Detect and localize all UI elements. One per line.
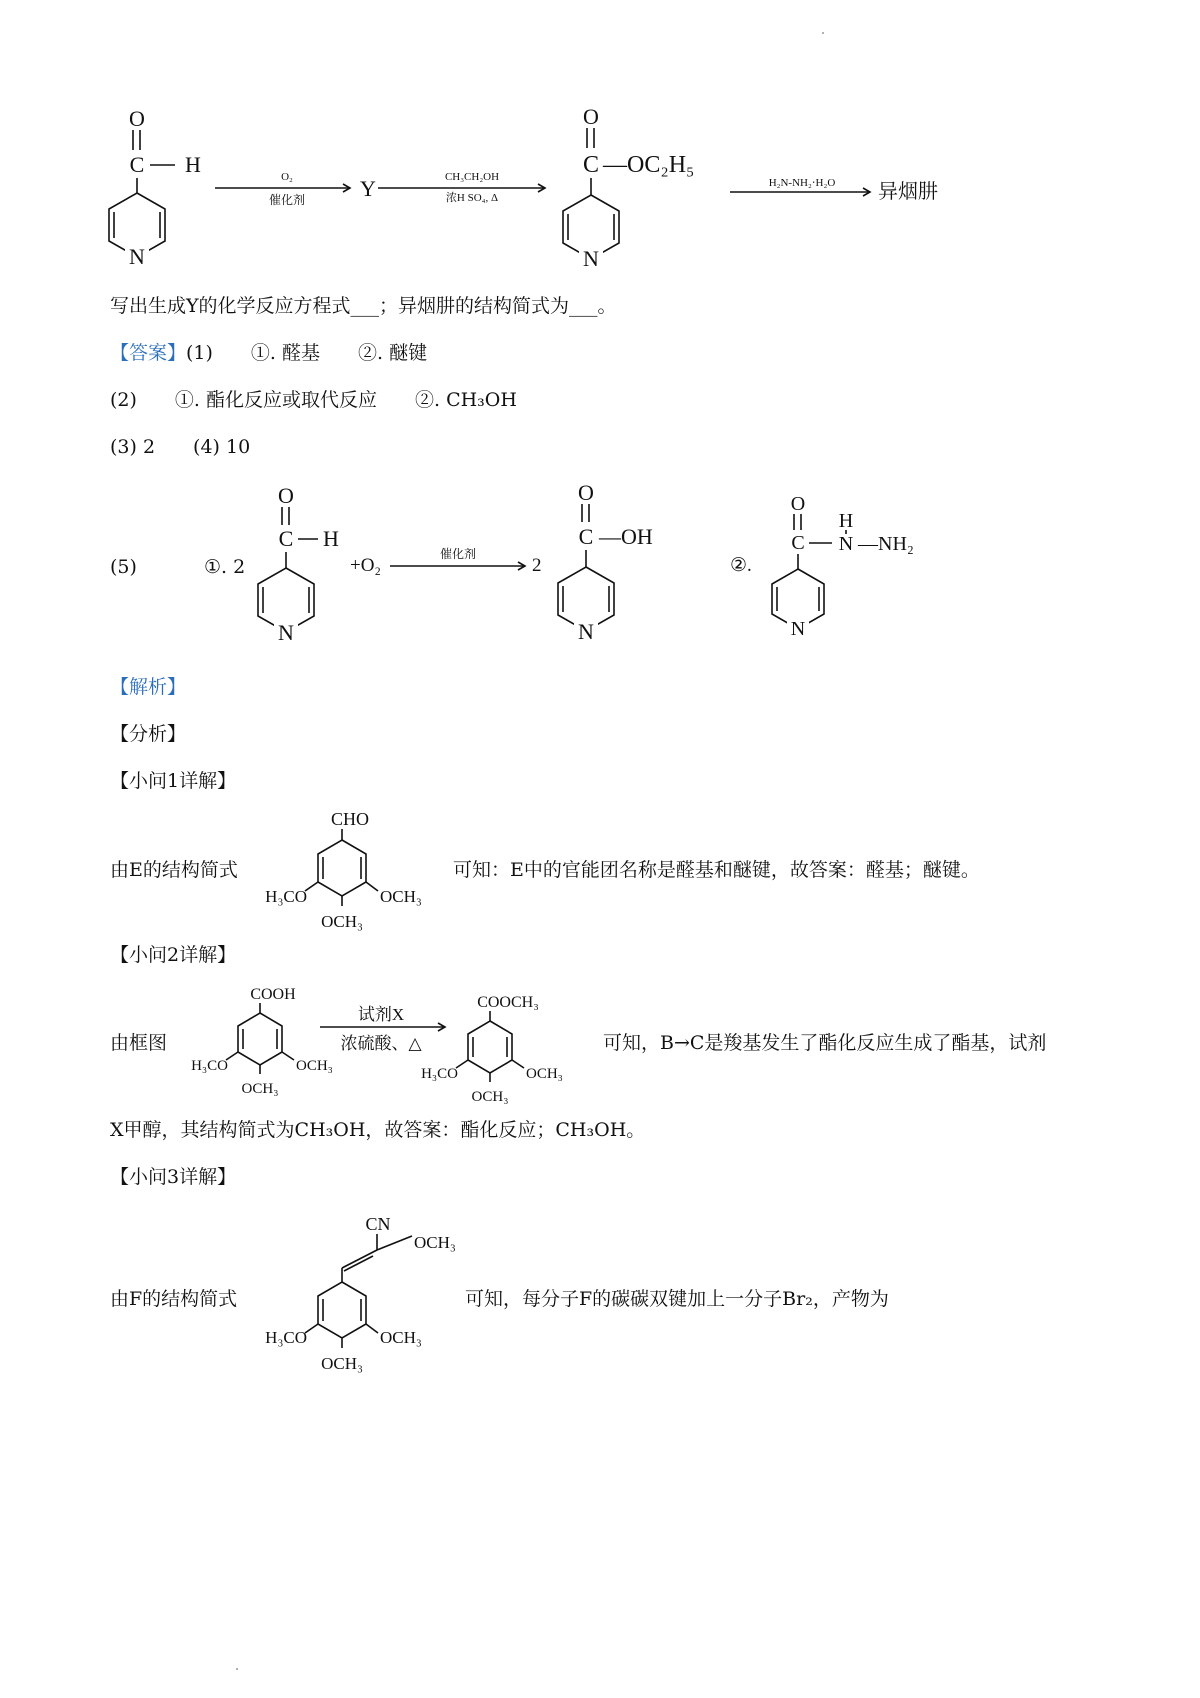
- atom-h: H: [185, 152, 201, 177]
- svg-text:OCH₃: OCH₃: [321, 1354, 363, 1373]
- svg-text:—OC₂H₅: —OC₂H₅: [603, 152, 695, 178]
- product-isoniazid: 异烟肼: [878, 181, 938, 203]
- arrow-oxidation: [215, 171, 350, 207]
- answer-isoniazid: [772, 493, 914, 640]
- analysis-fenxi: 【分析】: [110, 723, 187, 745]
- analysis-label: 【解析】: [110, 676, 187, 698]
- svg-text:催化剂: 催化剂: [439, 547, 477, 561]
- answer-label: 【答案】: [110, 342, 187, 364]
- top-reaction-scheme: [0, 0, 1200, 300]
- svg-text:COOCH₃: COOCH₃: [477, 994, 539, 1011]
- answer-5-equation: [0, 470, 1200, 670]
- answer-2: (2) ①. 酯化反应或取代反应 ②. CH₃OH: [110, 389, 517, 411]
- svg-text:C: C: [582, 152, 600, 178]
- answer-5-number: (5): [110, 556, 137, 578]
- svg-text:H₃CO: H₃CO: [265, 1328, 307, 1347]
- atom-o: O: [129, 106, 145, 131]
- arrow-reagent-x: [320, 1005, 445, 1053]
- q3-pre: 由F的结构简式: [110, 1288, 238, 1310]
- svg-text:H₃CO: H₃CO: [265, 887, 307, 906]
- svg-text:O: O: [278, 483, 294, 508]
- svg-text:试剂X: 试剂X: [357, 1005, 405, 1024]
- q3-post: 可知，每分子F的碳碳双键加上一分子Br₂，产物为: [465, 1288, 889, 1310]
- structure-b: [191, 986, 333, 1097]
- answer-1: (1) ①. 醛基 ②. 醚键: [186, 342, 428, 364]
- svg-text:N: N: [838, 533, 854, 555]
- svg-text:O: O: [790, 493, 806, 515]
- svg-text:N: N: [583, 246, 599, 271]
- svg-text:催化剂: 催化剂: [268, 193, 306, 207]
- coefficient-2: 2: [532, 555, 542, 576]
- q1-title: 【小问1详解】: [110, 770, 237, 792]
- plus-o2: +O₂: [350, 555, 382, 576]
- svg-text:浓H SO₄, Δ: 浓H SO₄, Δ: [445, 192, 499, 204]
- svg-text:—OH: —OH: [599, 524, 653, 549]
- structure-e: [260, 805, 460, 945]
- svg-text:C: C: [278, 526, 294, 551]
- svg-text:C: C: [791, 532, 805, 554]
- q2-post: 可知，B→C是羧基发生了酯化反应生成了酯基，试剂: [603, 1032, 1047, 1054]
- svg-text:N: N: [578, 619, 594, 644]
- arrow-hydrazinolysis: [730, 177, 870, 196]
- structure-c: [421, 994, 563, 1105]
- svg-text:H₃CO: H₃CO: [421, 1066, 458, 1082]
- structure-f: [250, 1210, 470, 1400]
- svg-text:CN: CN: [365, 1214, 391, 1234]
- svg-text:OCH₃: OCH₃: [241, 1081, 279, 1097]
- answer-row-1: [110, 344, 427, 363]
- svg-text:C: C: [578, 524, 594, 549]
- svg-text:O: O: [578, 480, 594, 505]
- answer-5-sub2: ②.: [730, 555, 752, 576]
- svg-text:OCH₃: OCH₃: [380, 887, 422, 906]
- svg-text:O₂: O₂: [281, 171, 293, 183]
- svg-text:CH₃CH₂OH: CH₃CH₂OH: [444, 171, 500, 183]
- svg-text:N: N: [790, 618, 806, 640]
- isonicotinaldehyde-structure: [109, 106, 201, 269]
- svg-text:—NH₂: —NH₂: [858, 533, 914, 555]
- svg-text:浓硫酸、△: 浓硫酸、△: [340, 1034, 422, 1053]
- q3-title: 【小问3详解】: [110, 1166, 237, 1188]
- svg-text:CHO: CHO: [330, 809, 370, 829]
- svg-text:H₂N-NH₂⋅H₂O: H₂N-NH₂⋅H₂O: [768, 177, 836, 189]
- svg-text:OCH₃: OCH₃: [321, 912, 363, 931]
- scheme-b-to-c: [170, 982, 590, 1122]
- atom-n: N: [129, 244, 145, 269]
- answer-5-sub1: ①. 2: [204, 556, 246, 578]
- svg-text:OCH₃: OCH₃: [526, 1066, 563, 1082]
- arrow-esterification: [378, 171, 545, 204]
- q2-pre: 由框图: [110, 1032, 168, 1054]
- svg-text:COOH: COOH: [250, 986, 296, 1003]
- q2-line2: X甲醇，其结构简式为CH₃OH，故答案：酯化反应；CH₃OH。: [110, 1119, 646, 1141]
- atom-c: C: [129, 152, 145, 177]
- svg-text:H: H: [323, 526, 339, 551]
- svg-text:OCH₃: OCH₃: [296, 1058, 333, 1074]
- svg-text:H: H: [838, 510, 854, 532]
- question-line: 写出生成Y的化学反应方程式___；异烟肼的结构简式为___。: [110, 295, 617, 317]
- svg-text:O: O: [583, 104, 599, 129]
- arrow-catalyst: [390, 546, 525, 570]
- svg-text:OCH₃: OCH₃: [380, 1328, 422, 1347]
- speck-bottom: [236, 1668, 238, 1670]
- svg-text:N: N: [278, 620, 294, 645]
- answer-aldehyde: [258, 483, 339, 645]
- q1-post: 可知：E中的官能团名称是醛基和醚键，故答案：醛基；醚键。: [453, 859, 980, 881]
- answer-isonicotinic-acid: [558, 480, 653, 644]
- svg-text:OCH₃: OCH₃: [414, 1233, 456, 1252]
- svg-text:OCH₃: OCH₃: [471, 1089, 509, 1105]
- ethyl-isonicotinate-structure: [563, 104, 694, 271]
- svg-text:H₃CO: H₃CO: [191, 1058, 228, 1074]
- answer-3-4: (3) 2 (4) 10: [110, 436, 251, 458]
- q2-title: 【小问2详解】: [110, 944, 237, 966]
- q1-pre: 由E的结构简式: [110, 859, 238, 881]
- compound-y: Y: [360, 176, 376, 201]
